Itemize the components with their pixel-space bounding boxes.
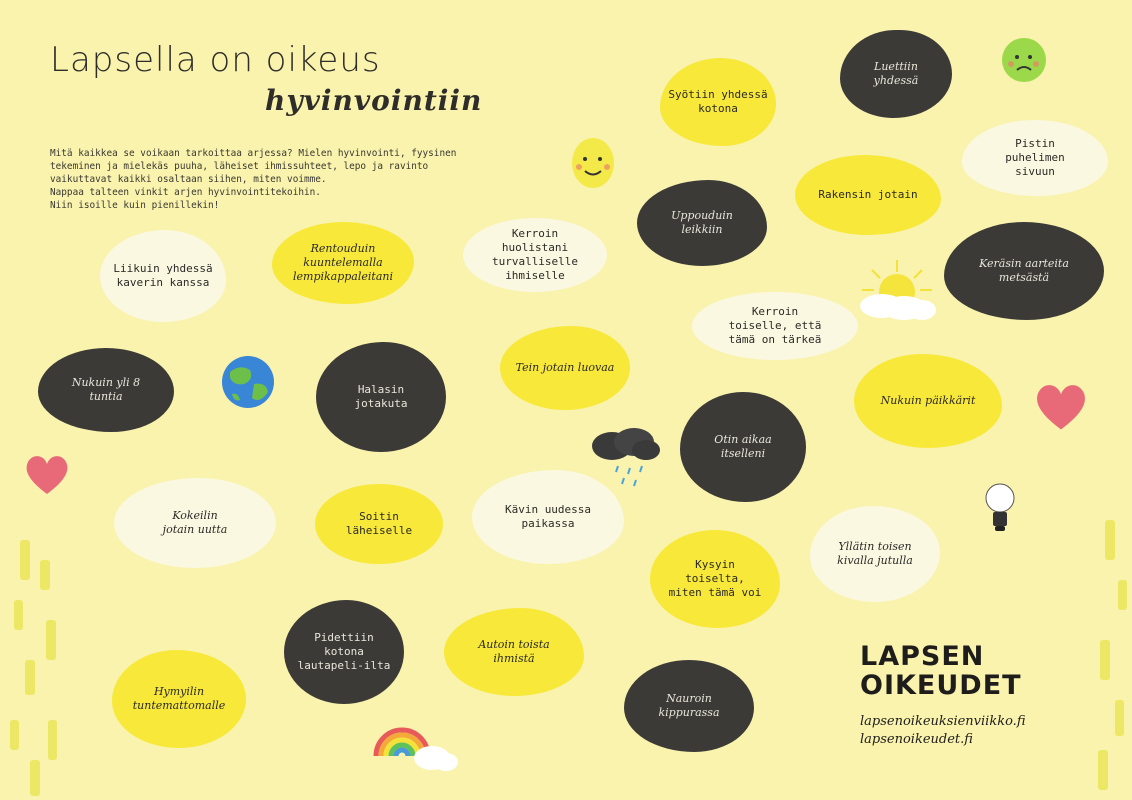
brand-logo bbox=[860, 642, 1022, 700]
decor-streak bbox=[1118, 580, 1127, 610]
bubble-text: jotakuta bbox=[354, 397, 408, 410]
bubble-uppouduin bbox=[637, 180, 767, 266]
heart-icon bbox=[1034, 380, 1088, 432]
intro-text bbox=[50, 147, 470, 212]
bubble-text: tämä on tärkeä bbox=[728, 333, 822, 346]
bubble-soitin bbox=[315, 484, 443, 564]
bubble-kokeilin bbox=[114, 478, 276, 568]
website-link[interactable]: lapsenoikeudet.fi bbox=[860, 732, 973, 747]
bubble-text: huolistani bbox=[501, 241, 569, 254]
website-link[interactable]: lapsenoikeuksienviikko.fi bbox=[860, 714, 1026, 729]
bubble-text: leikkiin bbox=[681, 223, 723, 236]
heart-icon bbox=[24, 452, 70, 496]
bubble-syotiin bbox=[660, 58, 776, 146]
decor-streak bbox=[30, 760, 40, 796]
lightbulb-icon bbox=[980, 480, 1020, 536]
bubble-text: Soitin bbox=[359, 510, 399, 523]
decor-streak bbox=[1105, 520, 1115, 560]
rain-cloud-icon bbox=[590, 426, 662, 490]
bubble-text: Uppouduin bbox=[671, 209, 733, 222]
intro-line: tekeminen ja mielekäs puuha, läheiset ihmissuhteet, lepo ja ravinto bbox=[50, 161, 429, 172]
sun-cloud-icon bbox=[852, 256, 942, 326]
bubble-text: metsästä bbox=[998, 271, 1050, 284]
bubble-yllatin bbox=[810, 506, 940, 602]
bubble-kerroin-toiselle bbox=[692, 292, 858, 360]
intro-line: Nappaa talteen vinkit arjen hyvinvointitekoihin. bbox=[50, 187, 321, 198]
bubble-text: Kerroin bbox=[511, 227, 559, 240]
bubble-text: ihmiselle bbox=[505, 269, 565, 282]
decor-streak bbox=[46, 620, 56, 660]
bubble-text: Nauroin bbox=[666, 692, 712, 705]
intro-line: vaikuttavat kaikki osaltaan siihen, miten voimme. bbox=[50, 174, 327, 185]
bubble-rentouduin bbox=[272, 222, 414, 304]
bubble-kerasin bbox=[944, 222, 1104, 320]
bubble-text: läheiselle bbox=[345, 524, 413, 537]
bubble-text: kivalla jutulla bbox=[837, 554, 913, 567]
bubble-text: Liikuin yhdessä bbox=[113, 262, 213, 275]
bubble-otin bbox=[680, 392, 806, 502]
bubble-nukuin8 bbox=[38, 348, 174, 432]
bubble-text: kotona bbox=[698, 102, 738, 115]
bubble-text: Rakensin jotain bbox=[818, 188, 918, 201]
bubble-text: Kokeilin bbox=[172, 509, 218, 522]
decor-streak bbox=[10, 720, 19, 750]
decor-streak bbox=[1115, 700, 1124, 736]
bubble-text: yhdessä bbox=[873, 74, 919, 87]
sad-face-icon bbox=[1000, 36, 1048, 84]
bubble-nauroin bbox=[624, 660, 754, 752]
bubble-text: ihmistä bbox=[493, 652, 535, 665]
intro-line: Niin isoille kuin pienillekin! bbox=[50, 200, 220, 211]
bubble-text: Halasin bbox=[357, 383, 405, 396]
bubble-halasin bbox=[316, 342, 446, 452]
page-title: Lapsella on oikeus bbox=[50, 40, 381, 80]
bubble-text: Otin aikaa bbox=[714, 433, 772, 446]
bubble-autoin bbox=[444, 608, 584, 696]
earth-icon bbox=[220, 354, 276, 410]
decor-streak bbox=[20, 540, 30, 580]
bubble-text: Hymyilin bbox=[153, 685, 205, 698]
decor-streak bbox=[48, 720, 57, 760]
decor-streak bbox=[40, 560, 50, 590]
bubble-text: Pidettiin bbox=[314, 631, 374, 644]
decor-streak bbox=[1098, 750, 1108, 790]
bubble-text: Luettiin bbox=[874, 60, 918, 73]
bubble-text: Keräsin aarteita bbox=[979, 257, 1069, 270]
decor-streak bbox=[14, 600, 23, 630]
bubble-pidettiin bbox=[284, 600, 404, 704]
bubble-text: Kävin uudessa bbox=[504, 503, 592, 516]
bubble-tein bbox=[500, 326, 630, 410]
brand-line: OIKEUDET bbox=[860, 670, 1022, 701]
bubble-text: tuntia bbox=[89, 390, 123, 403]
bubble-text: kippurassa bbox=[658, 706, 720, 719]
bubble-text: kotona bbox=[324, 645, 364, 658]
rainbow-icon bbox=[370, 722, 460, 774]
bubble-hymyilin bbox=[112, 650, 246, 748]
bubble-text: Tein jotain luovaa bbox=[515, 361, 615, 374]
bubble-paikkarit bbox=[854, 354, 1002, 448]
bubble-kerroin-huolistani bbox=[463, 218, 607, 292]
bubble-text: Kysyin bbox=[695, 558, 735, 571]
bubble-text: turvalliselle bbox=[491, 255, 579, 268]
bubble-text: Autoin toista bbox=[478, 638, 550, 651]
bubble-text: jotain uutta bbox=[162, 523, 228, 536]
bubble-liikuin bbox=[100, 230, 226, 322]
bubble-text: Nukuin yli 8 bbox=[71, 376, 141, 389]
bubble-text: kaverin kanssa bbox=[116, 276, 210, 289]
bubble-text: toiselta, bbox=[685, 572, 745, 585]
decor-streak bbox=[1100, 640, 1110, 680]
bubble-pistin bbox=[962, 120, 1108, 196]
page-subtitle: hyvinvointiin bbox=[265, 84, 483, 117]
bubble-kysyin bbox=[650, 530, 780, 628]
bubble-text: lempikappaleitani bbox=[292, 270, 393, 283]
bubble-text: itselleni bbox=[720, 447, 766, 460]
bubble-text: miten tämä voi bbox=[668, 586, 762, 599]
bubble-text: paikassa bbox=[521, 517, 575, 530]
bubble-text: Rentouduin bbox=[310, 242, 376, 255]
decor-streak bbox=[25, 660, 35, 695]
bubble-rakensin bbox=[795, 155, 941, 235]
bubble-text: puhelimen bbox=[1005, 151, 1065, 164]
bubble-text: Kerroin bbox=[751, 305, 799, 318]
bubble-text: lautapeli-ilta bbox=[297, 659, 391, 672]
bubble-luettiin bbox=[840, 30, 952, 118]
bubble-text: Nukuin päikkärit bbox=[880, 394, 976, 407]
bubble-text: tuntemattomalle bbox=[132, 699, 226, 712]
bubble-text: toiselle, että bbox=[728, 319, 822, 332]
bubble-text: Syötiin yhdessä bbox=[668, 88, 768, 101]
smiley-sun-icon bbox=[570, 136, 616, 190]
bubble-text: Pistin bbox=[1015, 137, 1055, 150]
bubble-text: Yllätin toisen bbox=[838, 540, 912, 553]
intro-line: Mitä kaikkea se voikaan tarkoittaa arjessa? Mielen hyvinvointi, fyysinen bbox=[50, 148, 457, 159]
bubble-text: sivuun bbox=[1015, 165, 1055, 178]
brand-line: LAPSEN bbox=[860, 641, 985, 672]
bubble-text: kuuntelemalla bbox=[303, 256, 383, 269]
